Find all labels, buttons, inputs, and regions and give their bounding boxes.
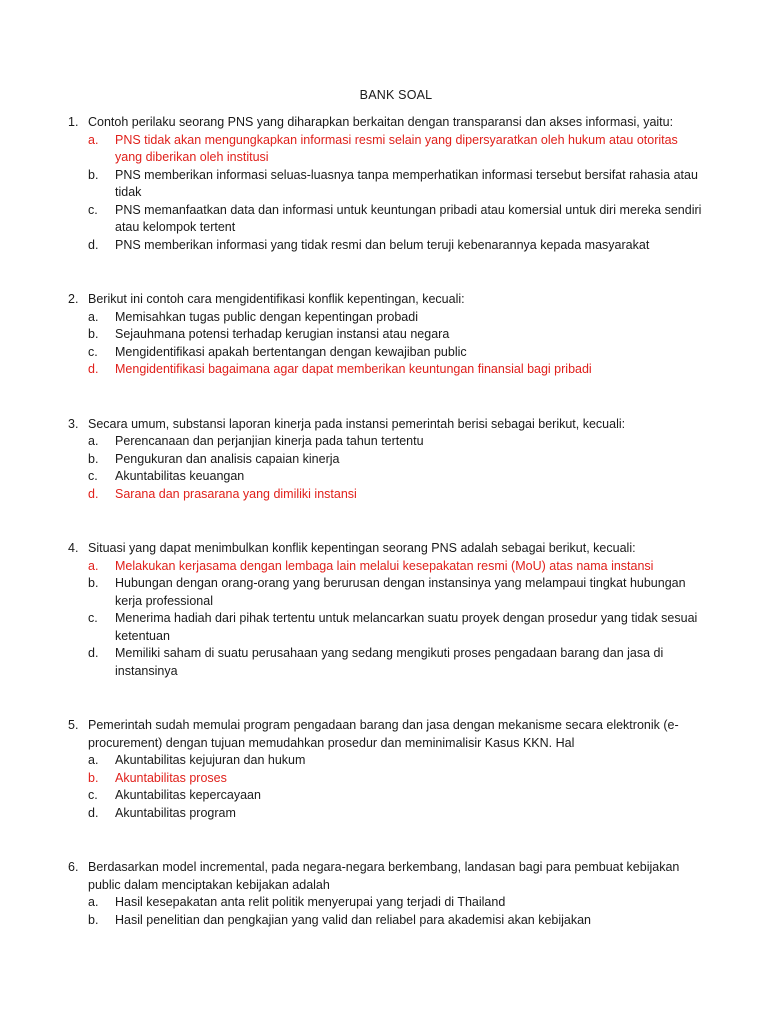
option-letter: b.: [88, 912, 99, 927]
question-6: [68, 859, 708, 929]
option-c: [88, 202, 708, 237]
question-number: 4.: [68, 541, 79, 555]
option-d: [88, 805, 708, 823]
question-5: [68, 717, 708, 822]
option-text: Sejauhmana potensi terhadap kerugian instansi atau negara: [115, 327, 450, 341]
option-c: [88, 610, 708, 645]
question-text: Secara umum, substansi laporan kinerja pada instansi pemerintah berisi sebagai berikut, kecuali:: [88, 416, 626, 431]
option-d: [88, 486, 708, 504]
option-letter: d.: [88, 646, 99, 660]
option-letter: b.: [88, 451, 99, 466]
option-list: [68, 309, 708, 379]
option-letter: b.: [88, 576, 99, 590]
option-letter: a.: [88, 753, 99, 767]
option-letter: c.: [88, 202, 98, 217]
option-letter: d.: [88, 237, 99, 252]
option-text: Akuntabilitas proses: [115, 770, 227, 785]
option-letter: d.: [88, 805, 99, 820]
question-3: [68, 416, 708, 504]
option-c: [88, 468, 708, 486]
option-letter: c.: [88, 469, 98, 483]
page-title: BANK SOAL: [359, 88, 433, 102]
option-text: Akuntabilitas kejujuran dan hukum: [115, 753, 306, 767]
option-text: PNS memberikan informasi seluas-luasnya tanpa memperhatikan informasi tersebut bersifat rahasia atau tidak: [115, 167, 698, 199]
option-letter: a.: [88, 895, 99, 909]
option-text: Pengukuran dan analisis capaian kinerja: [115, 451, 340, 466]
option-a: [88, 558, 708, 576]
option-text: Memisahkan tugas public dengan kepentingan probadi: [115, 309, 418, 324]
option-b: [88, 575, 708, 610]
question-number: 2.: [68, 292, 79, 306]
option-text: Perencanaan dan perjanjian kinerja pada tahun tertentu: [115, 434, 424, 448]
option-list: [68, 558, 708, 681]
question-4: [68, 540, 708, 680]
option-a: [88, 894, 708, 912]
option-letter: c.: [88, 344, 98, 359]
question-number: 5.: [68, 718, 79, 732]
option-letter: d.: [88, 486, 99, 501]
option-text: PNS tidak akan mengungkapkan informasi resmi selain yang dipersyaratkan oleh hukum atau otoritas yang diberikan oleh institusi: [115, 132, 678, 164]
question-number: 6.: [68, 860, 79, 874]
question-text: Contoh perilaku seorang PNS yang diharapkan berkaitan dengan transparansi dan akses informasi, yaitu:: [88, 115, 674, 129]
option-d: [88, 361, 708, 379]
option-text: Hasil penelitian dan pengkajian yang valid dan reliabel para akademisi akan kebijakan: [115, 912, 592, 927]
option-c: [88, 787, 708, 805]
option-text: Akuntabilitas program: [115, 805, 236, 820]
option-letter: b.: [88, 167, 99, 182]
question-text: Berdasarkan model incremental, pada negara-negara berkembang, landasan bagi para pembuat kebijakan public dalam menciptakan kebijakan adalah: [88, 860, 680, 892]
option-letter: a.: [88, 132, 99, 147]
option-text: Hubungan dengan orang-orang yang berurusan dengan instansinya yang melampaui tingkat hubungan kerja professional: [115, 576, 686, 608]
question-number: 1.: [68, 115, 79, 129]
option-d: [88, 645, 708, 680]
option-text: Menerima hadiah dari pihak tertentu untuk melancarkan suatu proyek dengan prosedur yang tidak sesuai ketentuan: [115, 611, 698, 643]
option-list: [68, 433, 708, 503]
option-letter: d.: [88, 362, 99, 376]
option-a: [88, 132, 708, 167]
question-number: 3.: [68, 416, 79, 431]
option-list: [68, 132, 708, 255]
option-text: Mengidentifikasi bagaimana agar dapat memberikan keuntungan finansial bagi pribadi: [115, 362, 592, 376]
option-b: [88, 912, 708, 930]
option-a: [88, 309, 708, 327]
option-text: PNS memberikan informasi yang tidak resmi dan belum teruji kebenarannya kepada masyarakat: [115, 237, 650, 252]
option-text: Hasil kesepakatan anta relit politik menyerupai yang terjadi di Thailand: [115, 895, 506, 909]
question-2: [68, 291, 708, 379]
option-letter: c.: [88, 611, 98, 625]
option-letter: b.: [88, 770, 99, 785]
option-text: PNS memanfaatkan data dan informasi untuk keuntungan pribadi atau komersial untuk diri mereka sendiri atau kelompok tertent: [115, 202, 702, 234]
option-text: Akuntabilitas keuangan: [115, 469, 245, 483]
option-text: Melakukan kerjasama dengan lembaga lain melalui kesepakatan resmi (MoU) atas nama instansi: [115, 558, 654, 573]
option-b: [88, 167, 708, 202]
option-b: [88, 770, 708, 788]
option-letter: a.: [88, 558, 99, 573]
option-text: Sarana dan prasarana yang dimiliki instansi: [115, 486, 357, 501]
option-text: Akuntabilitas kepercayaan: [115, 788, 261, 802]
question-text: Situasi yang dapat menimbulkan konflik kepentingan seorang PNS adalah sebagai berikut, kecuali:: [88, 541, 636, 555]
option-a: [88, 433, 708, 451]
option-letter: a.: [88, 309, 99, 324]
option-letter: c.: [88, 788, 98, 802]
option-text: Mengidentifikasi apakah bertentangan dengan kewajiban public: [115, 344, 467, 359]
option-letter: a.: [88, 434, 99, 448]
option-a: [88, 752, 708, 770]
option-d: [88, 237, 708, 255]
option-b: [88, 451, 708, 469]
question-1: [68, 114, 708, 254]
option-text: Memiliki saham di suatu perusahaan yang sedang mengikuti proses pengadaan barang dan jasa di instansinya: [115, 646, 664, 678]
question-text: Berikut ini contoh cara mengidentifikasi konflik kepentingan, kecuali:: [88, 292, 465, 306]
option-b: [88, 326, 708, 344]
question-text: Pemerintah sudah memulai program pengadaan barang dan jasa dengan mekanisme secara elektronik (e-procurement) dengan tujuan memudahkan prosedur dan meminimalisir Kasus KKN. Hal: [88, 718, 679, 750]
option-c: [88, 344, 708, 362]
option-letter: b.: [88, 327, 99, 341]
option-list: [68, 752, 708, 822]
option-list: [68, 894, 708, 929]
